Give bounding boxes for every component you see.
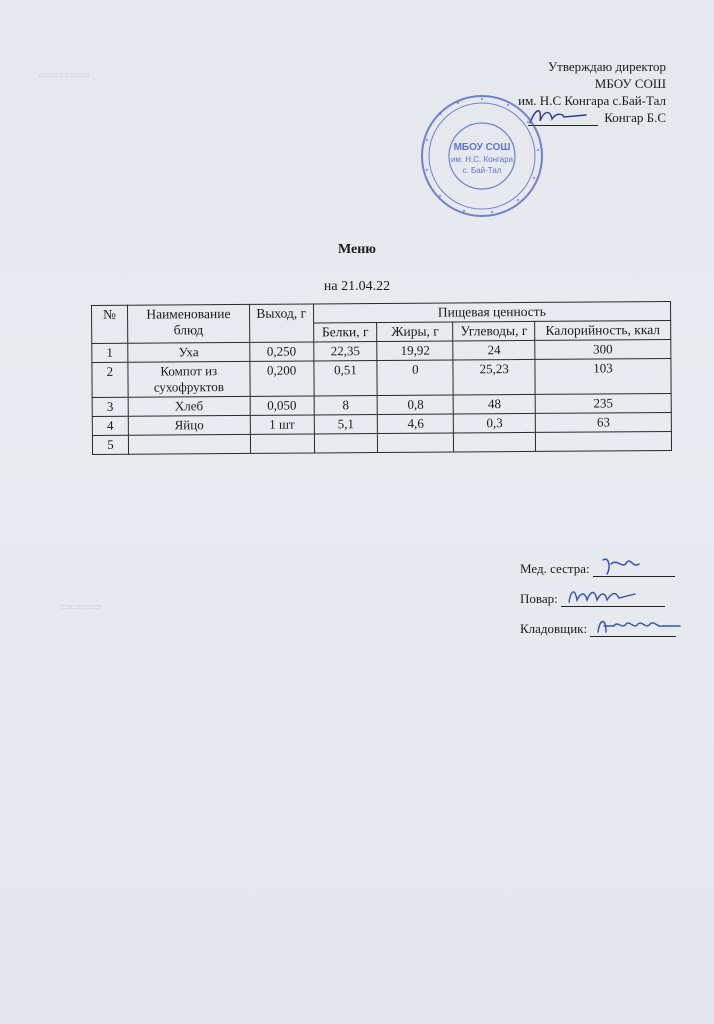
cell-num: 4 — [92, 416, 128, 435]
approval-line-1: Утверждаю директор — [547, 59, 666, 74]
cell-name — [128, 434, 250, 454]
cell-carbs: 48 — [453, 394, 535, 414]
approval-line-3: им. Н.С Конгара с.Бай-Тал — [518, 93, 666, 108]
cell-calories: 235 — [535, 393, 671, 413]
cell-name: Компот из сухофруктов — [128, 361, 250, 397]
col-header-name: Наименование блюд — [127, 304, 249, 343]
cell-num: 5 — [92, 435, 128, 454]
approval-line-2: МБОУ СОШ — [594, 76, 666, 91]
cell-num: 3 — [92, 397, 128, 416]
stamp-line-3: с. Бай-Тал — [462, 166, 502, 175]
cell-protein: 8 — [314, 396, 378, 415]
cell-fat: 4,6 — [378, 414, 454, 434]
cell-carbs — [454, 432, 536, 452]
cell-protein: 0,51 — [313, 361, 377, 396]
cell-name: Яйцо — [128, 415, 250, 435]
nurse-label: Мед. сестра: — [520, 561, 590, 576]
nurse-signature-line — [593, 562, 675, 577]
cook-signature-line — [561, 592, 665, 607]
col-header-num: № — [92, 305, 128, 343]
cell-protein: 5,1 — [314, 415, 378, 434]
document-title: Меню — [337, 242, 376, 257]
cell-calories — [536, 431, 672, 451]
cell-name: Хлеб — [128, 396, 250, 416]
cell-fat: 0,8 — [378, 395, 454, 415]
storekeeper-signature-line — [590, 622, 676, 637]
table-row — [92, 431, 671, 454]
cell-output: 1 шт — [250, 415, 314, 434]
cell-output: 0,050 — [250, 396, 314, 415]
menu-table — [91, 301, 672, 455]
storekeeper-signature-row — [520, 621, 676, 651]
bleed-through-text: ▭▭▭▭▭ — [38, 69, 90, 81]
col-header-output: Выход, г — [249, 304, 313, 342]
cell-output: 0,250 — [249, 342, 313, 361]
official-stamp — [418, 92, 546, 220]
col-header-carbs: Углеводы, г — [453, 321, 535, 341]
col-header-nutrition: Пищевая ценность — [313, 301, 671, 322]
nurse-signature — [597, 554, 647, 578]
bleed-through-text: ▭▭▭▭ — [60, 601, 102, 613]
cell-calories: 103 — [535, 358, 671, 394]
cell-fat: 19,92 — [377, 341, 453, 361]
stamp-line-1: МБОУ СОШ — [453, 142, 511, 153]
table-row — [92, 358, 671, 397]
stamp-line-2: им. Н.С. Конгара — [450, 155, 514, 164]
cell-carbs: 0,3 — [454, 413, 536, 433]
storekeeper-label: Кладовщик: — [520, 621, 588, 636]
storekeeper-signature — [594, 614, 684, 638]
cook-label: Повар: — [520, 591, 558, 606]
cell-output: 0,200 — [250, 361, 314, 396]
col-header-fat: Жиры, г — [377, 322, 453, 342]
cell-fat — [378, 433, 454, 453]
cell-name: Уха — [128, 342, 250, 362]
document-date: на 21.04.22 — [323, 279, 391, 294]
cell-calories: 63 — [535, 412, 671, 432]
cell-protein — [314, 434, 378, 453]
cell-num: 2 — [92, 362, 128, 397]
col-header-protein: Белки, г — [313, 323, 377, 342]
cell-protein: 22,35 — [313, 342, 377, 361]
signatures-block — [520, 561, 676, 651]
col-header-calories: Калорийность, ккал — [535, 320, 671, 340]
cell-fat: 0 — [377, 360, 453, 396]
cell-num: 1 — [92, 343, 128, 362]
cell-output — [250, 434, 314, 453]
cook-signature — [565, 584, 645, 608]
cell-carbs: 24 — [453, 340, 535, 360]
cell-calories: 300 — [535, 339, 671, 359]
director-name: Конгар Б.С — [604, 110, 666, 125]
cell-carbs: 25,23 — [453, 359, 535, 395]
